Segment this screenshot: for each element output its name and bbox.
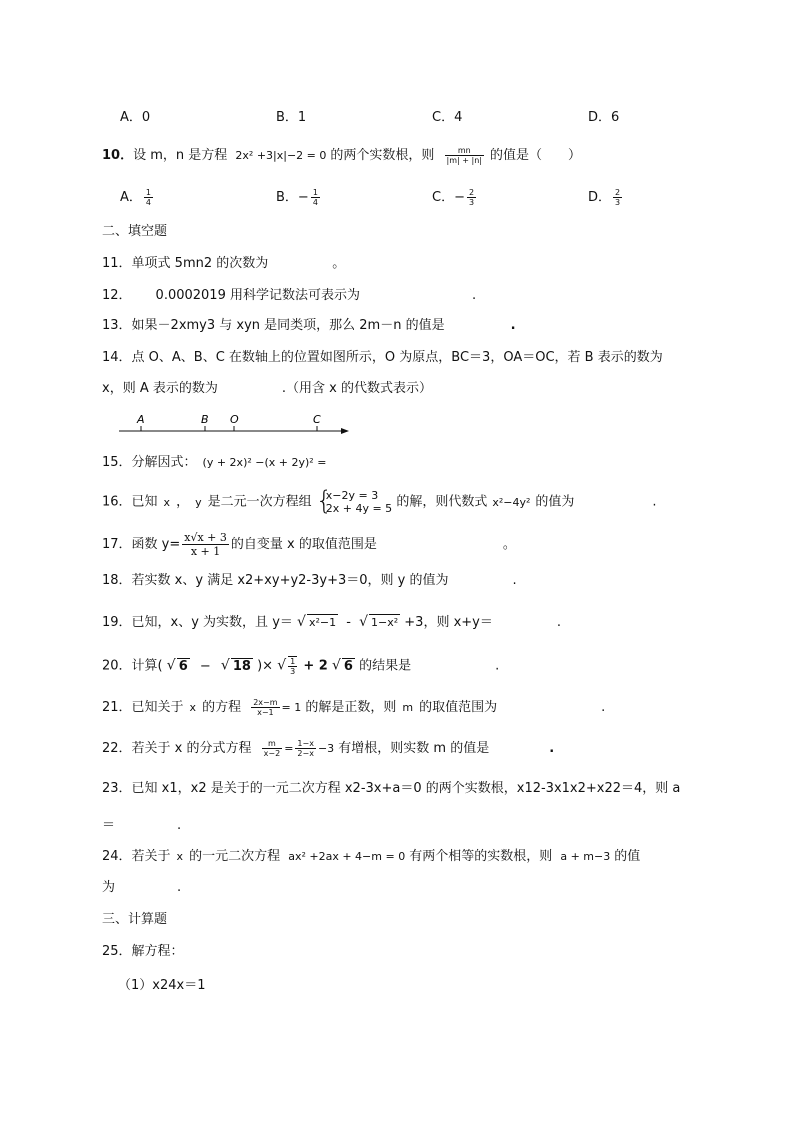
question-19: 19．已知，x、y 为实数，且 y＝ √ x²−1 - √ 1−x² +3，则 x+y＝ .	[102, 614, 561, 630]
number-line-figure	[115, 410, 355, 440]
point-o-label: O	[230, 413, 239, 426]
question-11: 11．单项式 5mn2 的次数为 。	[102, 256, 346, 271]
section-fill-blank-heading: 二、填空题	[102, 224, 168, 239]
question-14-line-1: 14．点 O、A、B、C 在数轴上的位置如图所示，O 为原点，BC＝3，OA＝OC，若 B 表示的数为	[102, 350, 663, 365]
question-12: 12． 0.0002019 用科学记数法可表示为 .	[102, 288, 477, 303]
question-13: 13．如果－2xmy3 与 xyn 是同类项，那么 2m－n 的值是 .	[102, 318, 516, 333]
question-25: 25．解方程：	[102, 944, 184, 959]
point-c-label: C	[313, 413, 321, 426]
question-17: 17．函数 y= $\frac{x√x + 3}{x + 1}$ 的自变量 x 的取值范围是 。	[102, 531, 516, 558]
question-21: 21．已知关于 x 的方程 $\frac{2x-m}{x-1}$ = 1 的解是正数，则 m 的取值范围为 .	[102, 698, 606, 717]
q9-option-c: C．4	[432, 110, 463, 125]
q10-option-c: C．− $\frac{2}{3}$	[432, 188, 475, 207]
question-14-line-2: x，则 A 表示的数为 .（用含 x 的代数式表示）	[102, 381, 432, 396]
q9-option-d: D．6	[588, 110, 620, 125]
point-a-label: A	[137, 413, 145, 426]
q9-option-a: A．0	[120, 110, 151, 125]
question-23-line-1: 23．已知 x1，x2 是关于的一元二次方程 x2-3x+a＝0 的两个实数根，x12-3x1x2+x22＝4，则 a	[102, 781, 681, 796]
q10-option-b: B．− $\frac{1}{4}$	[276, 188, 318, 207]
question-24-line-1: 24．若关于 x 的一元二次方程 ax² +2ax + 4−m = 0 有两个相等的实数根，则 a + m−3 的值	[102, 849, 641, 864]
question-10: 10．设 m，n 是方程 2x² +3|x|−2 = 0 的两个实数根，则 $\frac{mn}{|m| + |n|}$ 的值是（ ）	[102, 146, 581, 165]
q9-option-b: B．1	[276, 110, 307, 125]
question-25-part-1: （1）x24x＝1	[118, 978, 206, 993]
q10-option-a: A． $\frac{1}{4}$	[120, 188, 151, 207]
question-20: 20．计算( √ 6 − √ 18 )× √ $\frac{1}{3}$ + 2 √ 6 的结果是 .	[102, 657, 500, 676]
question-23-line-2: ＝ .	[102, 818, 182, 833]
question-18: 18．若实数 x、y 满足 x2+xy+y2-3y+3＝0，则 y 的值为 .	[102, 573, 517, 588]
question-24-line-2: 为 .	[102, 880, 182, 895]
point-b-label: B	[201, 413, 209, 426]
q10-option-d: D． $\frac{2}{3}$	[588, 188, 621, 207]
question-15: 15．分解因式： (y + 2x)² −(x + 2y)² =	[102, 455, 327, 470]
question-16: 16．已知 x ， y 是二元一次方程组 { x−2y = 3 2x + 4y = 5 的解，则代数式 x²−4y² 的值为 .	[102, 486, 657, 516]
question-22: 22．若关于 x 的分式方程 $\frac{m}{x-2}$ = $\frac{1-x}{2-x}$ −3 有增根，则实数 m 的值是 .	[102, 739, 555, 758]
section-calculation-heading: 三、计算题	[102, 912, 168, 927]
